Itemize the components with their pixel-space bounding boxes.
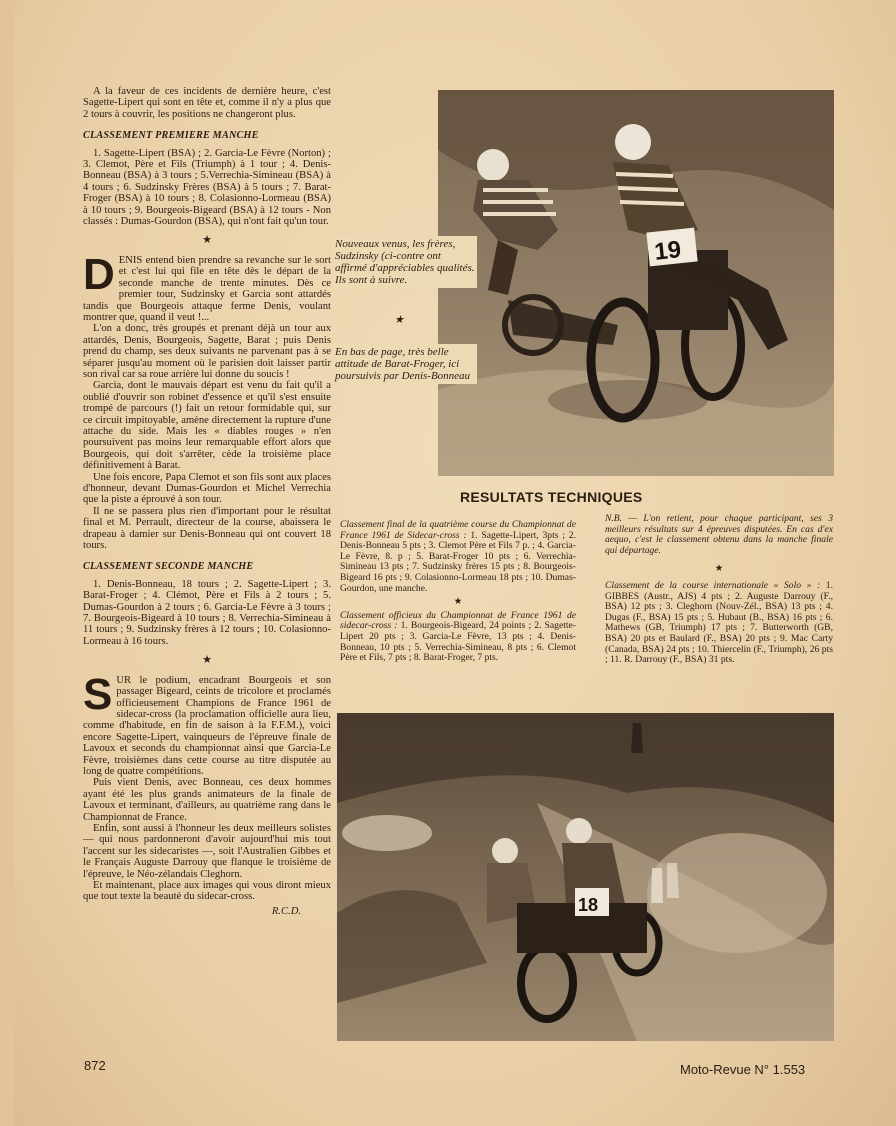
dropcap-s: S: [83, 669, 113, 719]
manche2-heading: CLASSEMENT SECONDE MANCHE: [83, 561, 254, 573]
results-column-a: [340, 520, 576, 664]
results-b-lead: Classement officieux du Championnat de France 1961 de sidecar-cross :: [340, 609, 576, 632]
photo-barat-froger-image: [337, 713, 834, 1041]
page-edge-left: [0, 0, 14, 1126]
paragraph-sur-text: UR le podium, encadrant Bourgeois et son passager Bigeard, ceints de tricolore et proclamés officieusement Champions de France 1961 de sidecar-cross (la proclamation officielle aura lieu, comme d'habitude, en fin de saison à la F.F.M.), voici encore Sagette-Lipert, vainqueurs de l'épreuve finale de Lavoux et seconds du championnat ainsi que Garcia-Le Fèvre, troisièmes dans cette course au titre disputée au long de quatre compétitions.: [83, 674, 331, 777]
photo-barat-froger: [337, 713, 834, 1041]
paragraph-denis-text: ENIS entend bien prendre sa revanche sur le sort et c'est lui qui file en tête dès le départ de la seconde manche de trente minutes. Dès ce premier tour, Sudzinsky et Garcia sont attardés tandis que Bourgeois attaque ferme Denis, voulant montrer que, quand il veut !...: [83, 254, 331, 323]
page-number: 872: [84, 1058, 106, 1073]
results-title: RESULTATS TECHNIQUES: [460, 489, 643, 505]
separator-star: ★: [202, 234, 212, 247]
paragraph-denis: [83, 249, 331, 323]
separator-star: ★: [202, 654, 212, 667]
results-star: ★: [453, 596, 463, 608]
manche1-results: 1. Sagette-Lipert (BSA) ; 2. Garcia-Le Fèvre (Norton) ; 3. Clemot, Père et Fils (Triumph) à 1 tour ; 4. Denis-Bonneau (BSA) à 3 tours ; 5.Verrechia-Simineau (BSA) à 4 tours ; 6. Sudzinsky Frères (BSA) à 5 tours ; 7. Barat-Froger (BSA) à 10 tours ; 8. Colasionno-Lormeau (BSA) à 10 tours ; 9. Bourgeois-Bigeard (BSA) à 12 tours - Non classés : Dumas-Gourdon (BSA), qui n'ont fait qu'un tour.: [83, 147, 331, 228]
paragraph-end-1: Puis vient Denis, avec Bonneau, ces deux hommes ayant été les plus grands animateurs de la finale de Lavoux et terminant, d'ailleurs, au quatrième rang dans le Championnat de France.: [83, 777, 331, 823]
results-column-b: [605, 514, 833, 666]
caption-star: ★: [394, 314, 404, 326]
results-a-lead: Classement final de la quatrième course du Championnat de France 1961 de Sidecar-cross :: [340, 519, 576, 541]
plate-number-18: 18: [578, 895, 599, 915]
manche1-heading: CLASSEMENT PREMIERE MANCHE: [83, 130, 259, 142]
caption-bottom: En bas de page, très belle attitude de Barat-Froger, ici poursuivis par Denis-Bonneau: [333, 344, 477, 384]
results-c-text: 1. GIBBES (Austr., AJS) 4 pts ; 2. Auguste Darrouy (F., BSA) 12 pts ; 3. Cleghorn (Nouv-Zél., BSA) 13 pts ; 4. Dugas (F., BSA) 15 pts ; 5. Hubaut (B., BSA) 16 pts ; 6. Mathews (GB, Triumph) 17 pts ; 7. Butterworth (GB, BSA) 20 pts et Baulard (F., BSA) 20 pts ; 9. Mac Carty (Canada, BSA) 24 pts ; 10. Thiercelin (F., Triumph), 26 pts ; 11. R. Darrouy (F., BSA) 31 pts.: [605, 579, 833, 666]
caption-top: Nouveaux venus, les frères, Sudzinsky (ci-contre ont affirmé d'appréciables qualités. Ils sont à suivre.: [333, 236, 477, 288]
paragraph-end-2: Enfin, sont aussi à l'honneur les deux meilleurs solistes — qui nous pardonneront d'avoir aujourd'hui mis tout l'accent sur les sidecaristes —, soit l'Australien Gibbes et le Français Auguste Darrouy que flanque le troisième de l'épreuve, le Néo-zélandais Cleghorn.: [83, 822, 331, 880]
paragraph-left-1: L'on a donc, très groupés et prenant déjà un tour aux attardés, Denis, Bourgeois, Sagette, Barat ; puis Denis prend du champ, ses deux suivants ne parvenant pas à se séparer jusqu'au moment où le parisien doit laisser partir son rival car sa roue arrière lui donne du soucis !: [83, 323, 331, 380]
plate-number-19: 19: [653, 236, 683, 266]
results-c-lead: Classement de la course internationale « Solo » :: [605, 579, 821, 591]
paragraph-left-2: Garcia, dont le mauvais départ est venu du fait qu'il a oublié d'ouvrir son robinet d'essence et qu'il s'est ensuite trompé de parcours (!) fait un retour formidable qui, sur ce circuit impitoyable, amène directement la rupture d'une attache du side. Mais les « diables rouges » n'en poursuivent pas moins leur remarquable effort alors que Bourgeois, qui doit s'arrêter, cède la troisième place définitivement à Barat.: [83, 380, 331, 472]
magazine-issue: Moto-Revue N° 1.553: [680, 1062, 806, 1077]
results-b-text: 1. Bourgeois-Bigeard, 24 points ; 2. Sagette-Lipert 20 pts ; 3. Garcia-Le Fèvre, 13 pts ; 4. Denis-Bonneau, 10 pts ; 5. Verrechia-Simineau, 8 pts ; 6. Clemot Père et Fils, 7 pts ; 8. Barat-Froger, 7 pts.: [340, 620, 576, 664]
paragraph-end-3: Et maintenant, place aux images qui vous diront mieux que tout texte la beauté du sidecar-cross.: [83, 880, 331, 903]
results-star-2: ★: [714, 563, 724, 575]
left-column: [83, 86, 331, 917]
photo-sudzinsky-sidecar: [438, 90, 834, 476]
results-a-text: 1. Sagette-Lipert, 3pts ; 2. Denis-Bonneau 5 pts ; 3. Clemot Père et Fils 7 p. ; 4. Garcia-Le Fèvre, 8. p ; 5. Barat-Froger 10 pts ; 6. Verrechia-Simineau 13 pts ; 7. Sudzinsky frères 15 pts ; 8. Bourgeois-Bigeard 16 pts ; 9. Colasionno-Lormeau 18 pts ; 10. Dumas-Gourdon, une manche.: [340, 529, 576, 594]
paragraph-left-4: Il ne se passera plus rien d'important pour le résultat final et M. Perrault, directeur de la course, abaissera le drapeau à damier sur Denis-Bonneau qui ont couvert 18 tours.: [83, 505, 331, 552]
signature: R.C.D.: [271, 905, 301, 917]
paragraph-left-3: Une fois encore, Papa Clemot et son fils sont aux places d'honneur, devant Dumas-Gourdon et Michel Verrechia que la piste a éprouvé à son tour.: [83, 471, 332, 506]
dropcap-d: D: [83, 249, 115, 299]
paragraph-sur: [83, 669, 331, 778]
intro-paragraph: A la faveur de ces incidents de dernière heure, c'est Sagette-Lipert qui sont en tête et, comme il n'y a plus que 2 tours à couvrir, les positions ne changeront plus.: [83, 86, 331, 120]
manche2-results: 1. Denis-Bonneau, 18 tours ; 2. Sagette-Lipert ; 3. Barat-Froger ; 4. Clémot, Père et Fils à 2 tours ; 5. Dumas-Gourdon à 2 tours ; 6. Garcia-Le Fèvre à 3 tours ; 7. Bourgeois-Bigeard à 10 tours ; 8. Verrechia-Simineau à 11 tours ; 9. Sudzinsky frères à 12 tours ; 10. Colasionno-Lormeau à 16 tours.: [83, 578, 331, 647]
results-nb: N.B. — L'on retient, pour chaque participant, ses 3 meilleurs résultats sur 4 épreuves disputées. En cas d'ex aequo, c'est le classement obtenu dans la manche finale qui départage.: [605, 513, 833, 556]
photo-sudzinsky-image: [438, 90, 834, 476]
